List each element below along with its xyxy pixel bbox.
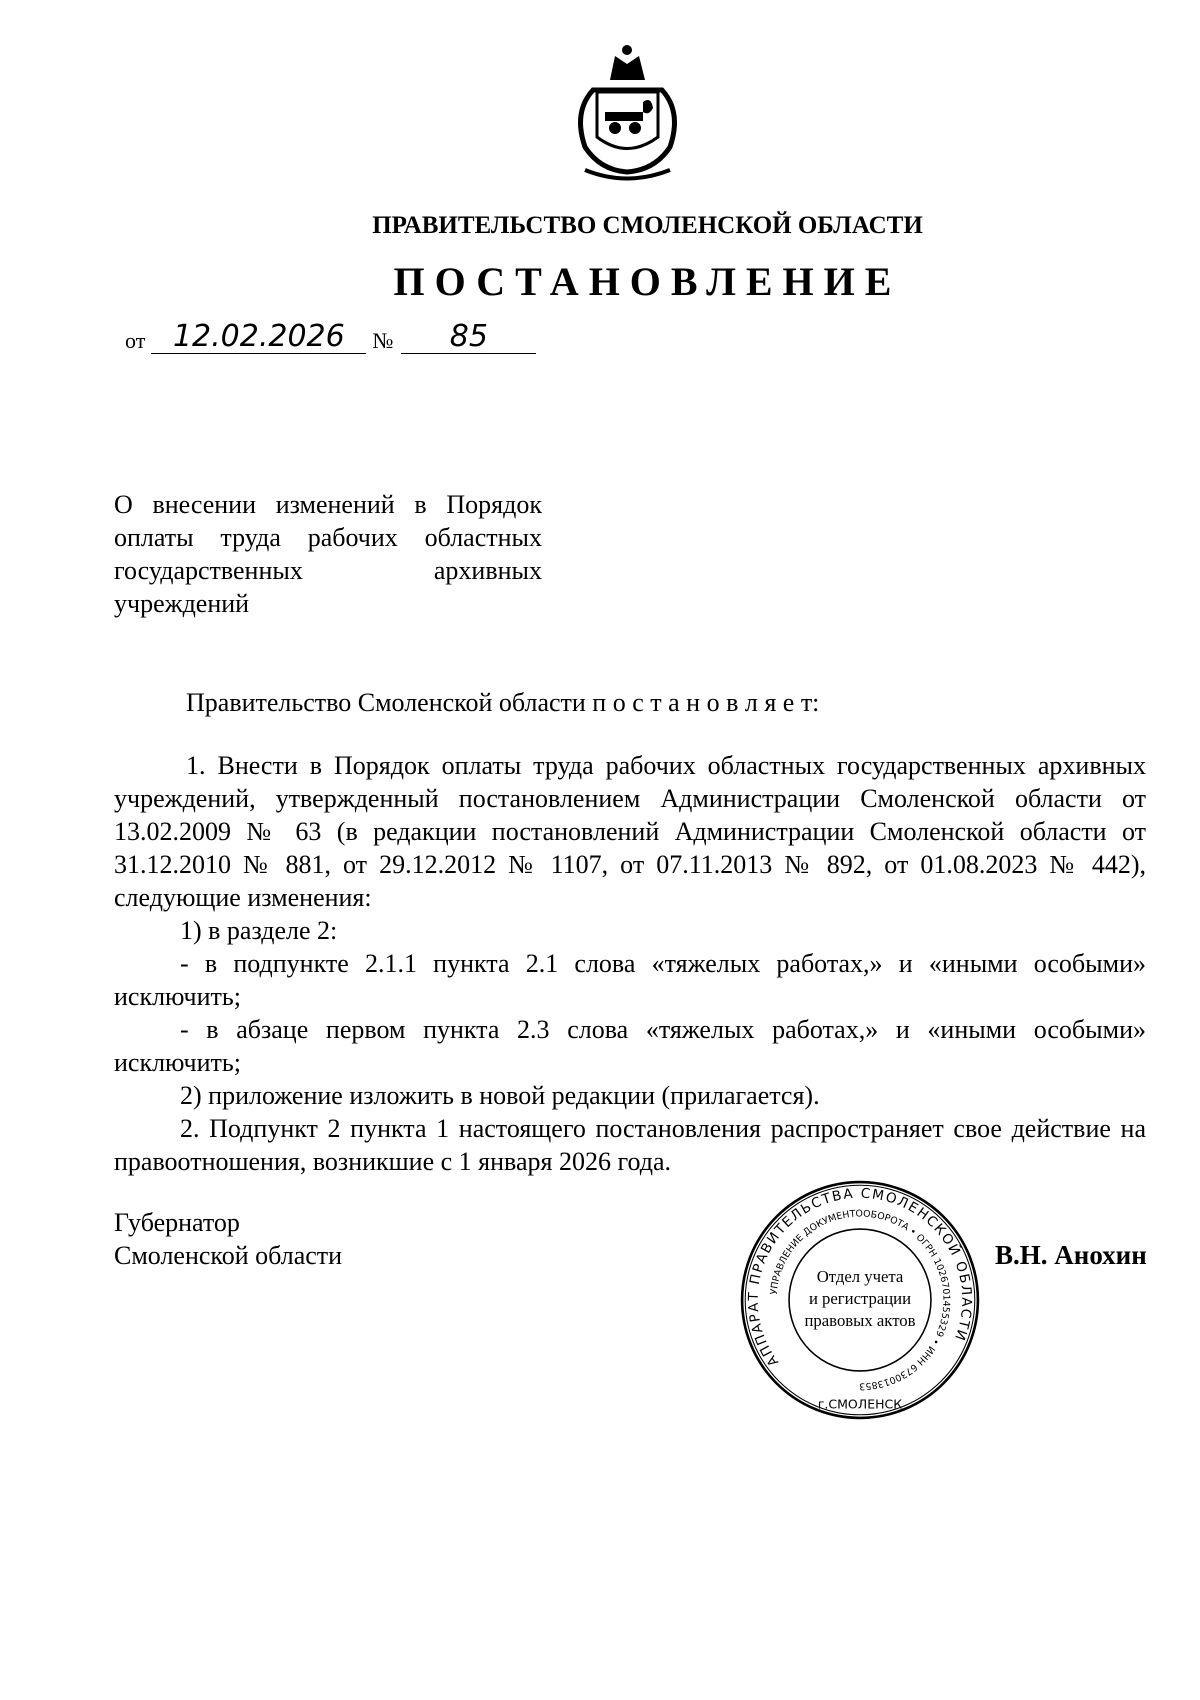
date-number-line: [125, 319, 536, 354]
resolution-intro: Правительство Смоленской области п о с т а н о в л я е т:: [186, 688, 820, 717]
stamp-outer-text: АППАРАТ ПРАВИТЕЛЬСТВА СМОЛЕНСКОЙ ОБЛАСТИ: [745, 1185, 975, 1370]
stamp-center-line: Отдел учета: [816, 1267, 904, 1287]
document-type: ПОСТАНОВЛЕНИЕ: [393, 259, 902, 304]
date-prefix: от: [125, 328, 146, 353]
stamp-center-line: и регистрации: [808, 1289, 912, 1309]
paragraph: 1. Внести в Порядок оплаты труда рабочих областных государственных архивных учреждений, утвержденный постановлением Администрации Смоленской области от 13.02.2009 № 63 (в редакции постановлений Администрации Смоленской области от 31.12.2010 № 881, от 29.12.2012 № 1107, от 07.11.2013 № 892, от 01.08.2023 № 442), следующие изменения:: [114, 751, 1146, 912]
document-date: 12.02.2026: [151, 322, 366, 354]
subject-line: оплаты труда рабочих областных: [114, 523, 542, 552]
subject-line: государственных архивных: [114, 556, 542, 585]
official-stamp: [740, 1180, 980, 1420]
subject-line: учреждений: [114, 589, 250, 618]
position-line: Смоленской области: [114, 1241, 343, 1270]
paragraph: 1) в разделе 2:: [180, 916, 338, 945]
position-line: Губернатор: [114, 1208, 240, 1237]
coat-of-arms-emblem: [565, 42, 690, 182]
signatory-name: В.Н. Анохин: [995, 1240, 1147, 1270]
signatory-position: [114, 1206, 342, 1272]
document-number: 85: [401, 322, 536, 354]
stamp-center-line: правовых актов: [804, 1311, 916, 1331]
document-subject: [114, 488, 542, 620]
paragraph: - в абзаце первом пункта 2.3 слова «тяжелых работах,» и «иными особыми» исключить;: [114, 1015, 1146, 1077]
document-body: [114, 686, 1146, 1178]
stamp-city: г.СМОЛЕНСК: [817, 1396, 903, 1412]
number-prefix: №: [372, 328, 394, 353]
paragraph: - в подпункте 2.1.1 пункта 2.1 слова «тяжелых работах,» и «иными особыми» исключить;: [114, 949, 1146, 1011]
paragraph: 2. Подпункт 2 пункта 1 настоящего постановления распространяет свое действие на правоотношения, возникшие с 1 января 2026 года.: [114, 1114, 1146, 1176]
subject-line: О внесении изменений в Порядок: [114, 490, 542, 519]
paragraph: 2) приложение изложить в новой редакции (прилагается).: [180, 1081, 820, 1110]
stamp-inner-text: УПРАВЛЕНИЕ ДОКУМЕНТООБОРОТА • ОГРН 1026701455329 • ИНН 6730013853: [768, 1208, 952, 1392]
organization-title: ПРАВИТЕЛЬСТВО СМОЛЕНСКОЙ ОБЛАСТИ: [372, 212, 923, 239]
